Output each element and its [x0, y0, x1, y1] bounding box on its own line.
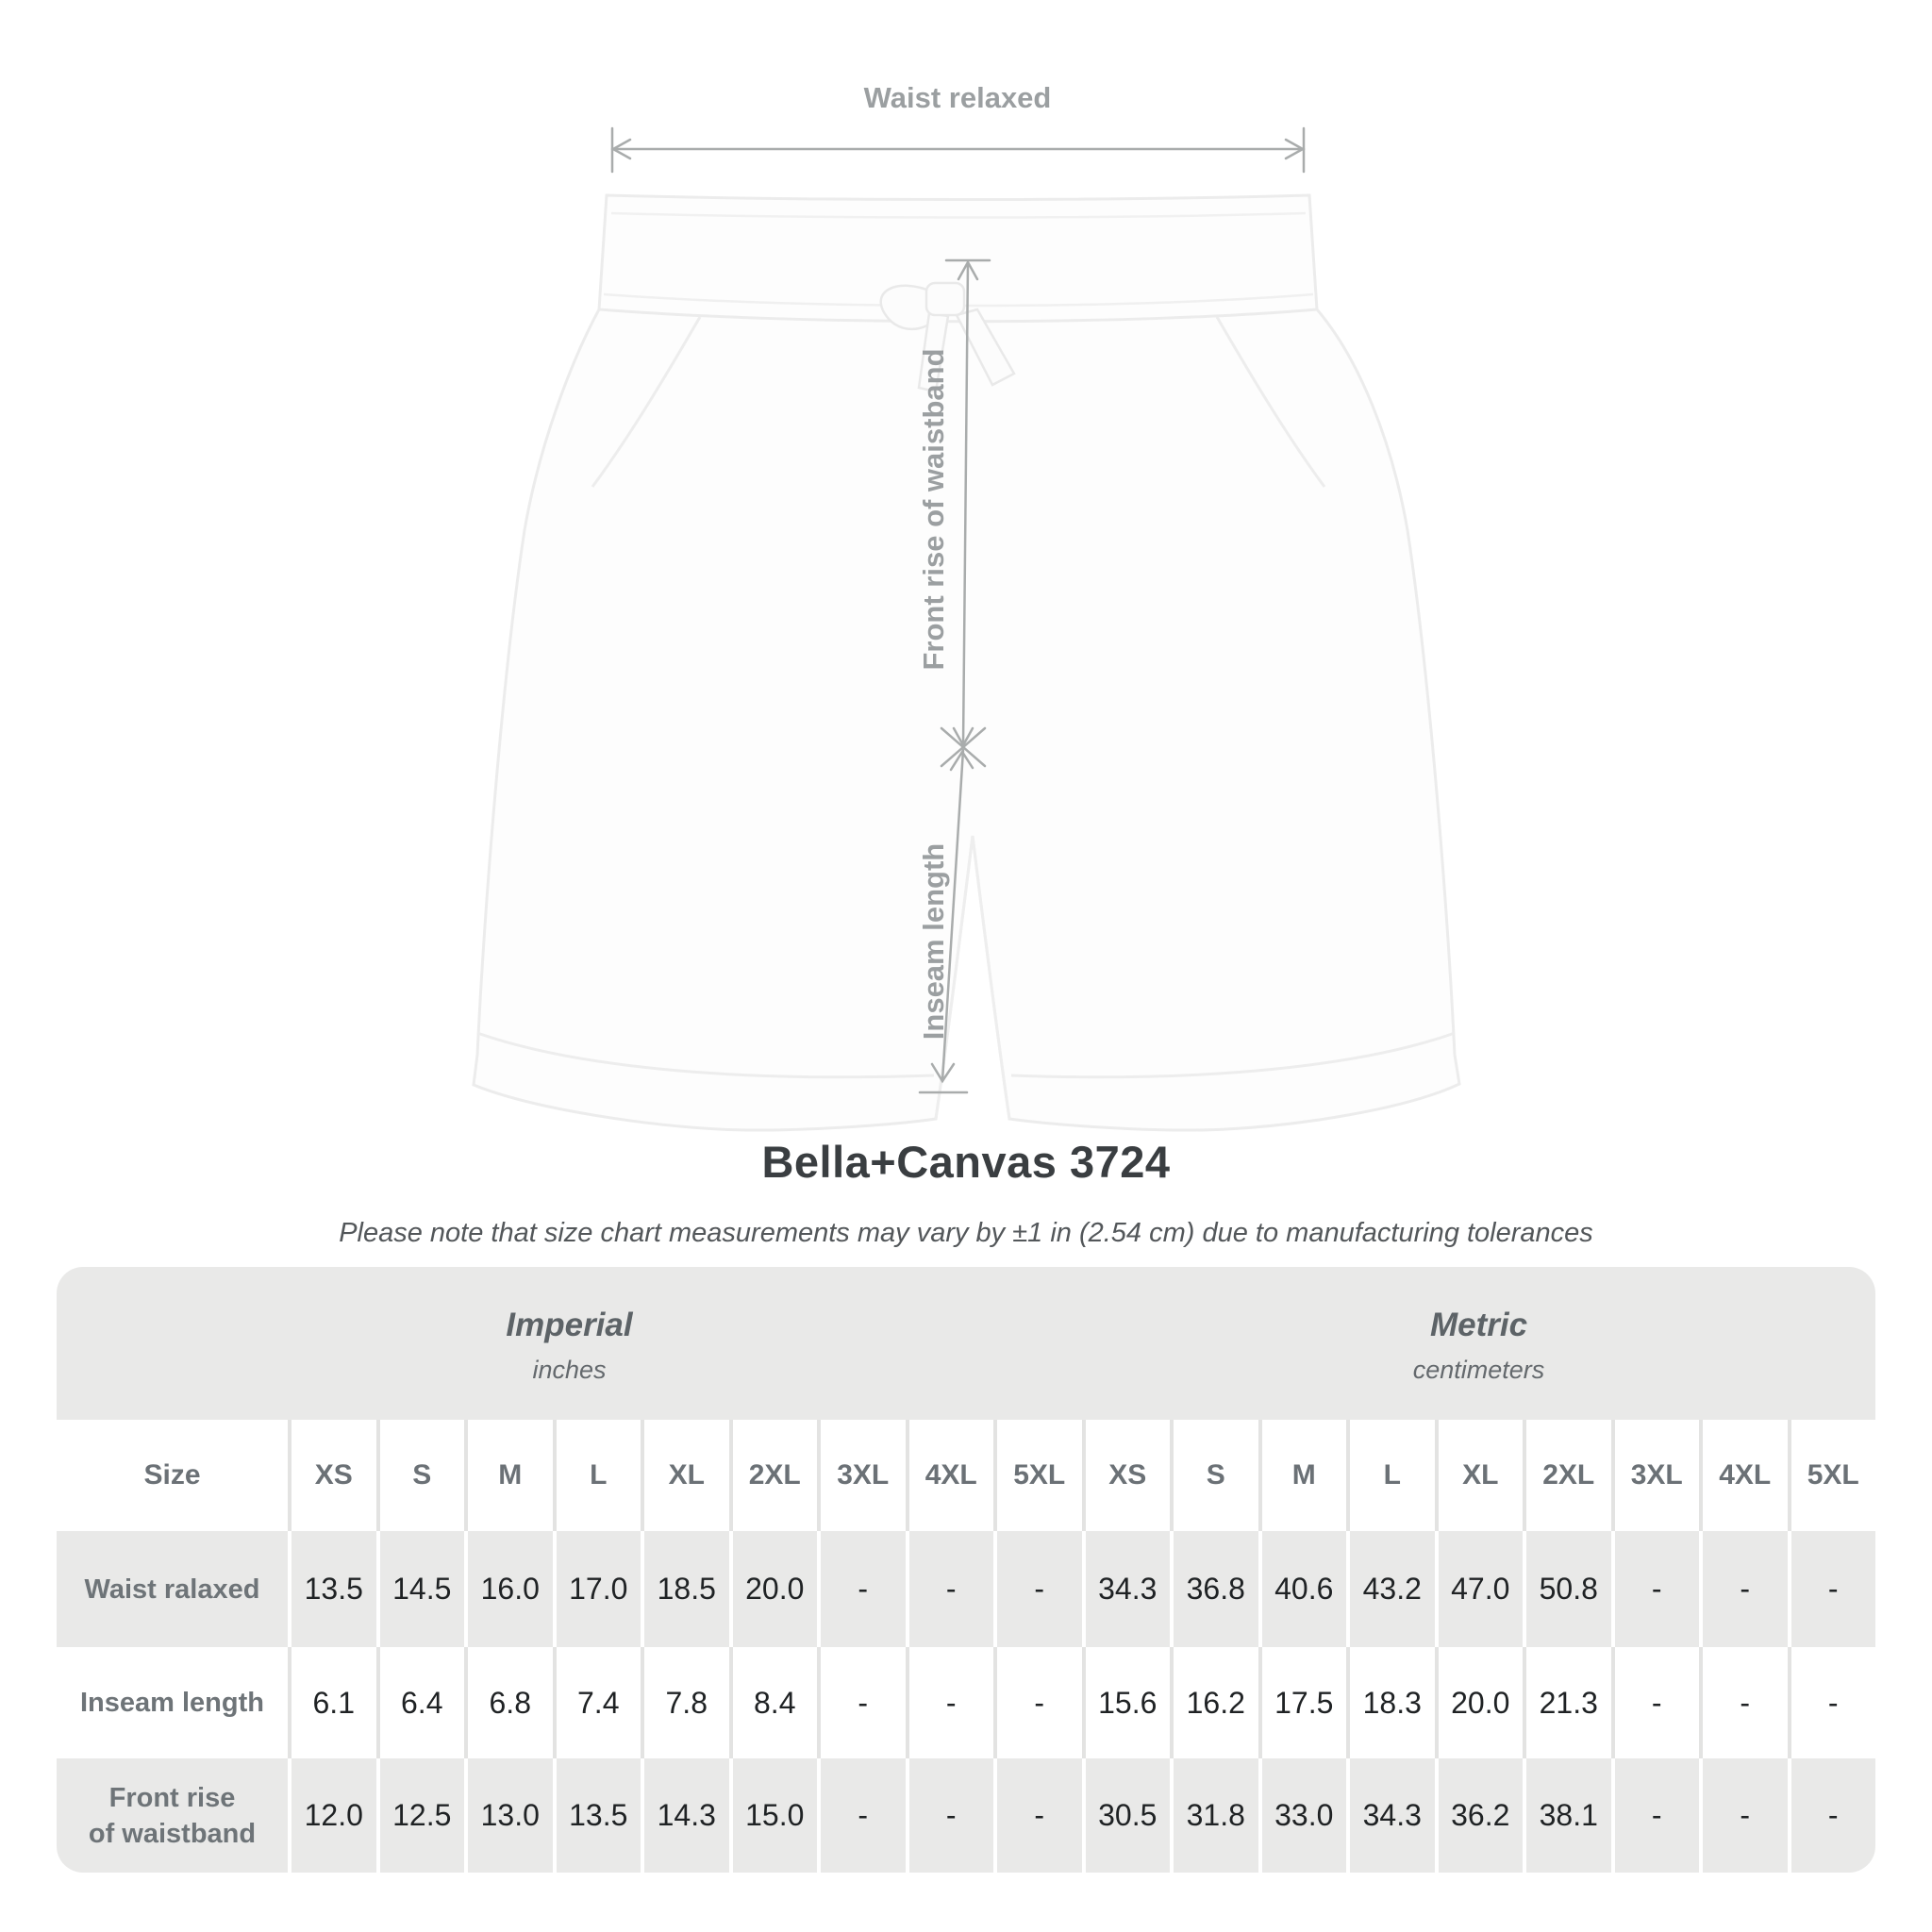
cell-value: 20.0	[1439, 1647, 1524, 1758]
cell-value: -	[1791, 1531, 1876, 1647]
cell-value: -	[821, 1758, 906, 1873]
cell-value: 13.5	[557, 1758, 641, 1873]
cell-value: -	[1615, 1531, 1700, 1647]
front-rise-measure-label: Front rise of waistband	[917, 348, 950, 671]
cell-value: 12.0	[291, 1758, 376, 1873]
size-header: 4XL	[1703, 1420, 1788, 1531]
cell-value: 36.8	[1174, 1531, 1258, 1647]
cell-value: 40.6	[1262, 1531, 1347, 1647]
cell-value: -	[1791, 1758, 1876, 1873]
cell-value: 6.4	[380, 1647, 465, 1758]
table-row-inseam	[57, 1647, 1875, 1758]
metric-title: Metric	[1429, 1306, 1528, 1343]
cell-value: -	[1703, 1758, 1788, 1873]
cell-value: 14.5	[380, 1531, 465, 1647]
cell-value: -	[821, 1531, 906, 1647]
waist-measure-label: Waist relaxed	[863, 81, 1052, 114]
size-header: L	[1350, 1420, 1435, 1531]
cell-value: 38.1	[1526, 1758, 1611, 1873]
cell-value: 43.2	[1350, 1531, 1435, 1647]
imperial-title: Imperial	[506, 1306, 633, 1343]
cell-value: 31.8	[1174, 1758, 1258, 1873]
size-header-row	[57, 1420, 1875, 1531]
cell-value: 34.3	[1086, 1531, 1171, 1647]
cell-value: 20.0	[733, 1531, 818, 1647]
cell-value: 21.3	[1526, 1647, 1611, 1758]
cell-value: 17.5	[1262, 1647, 1347, 1758]
cell-value: 12.5	[380, 1758, 465, 1873]
unit-header-band	[57, 1267, 1875, 1420]
cell-value: 13.0	[468, 1758, 553, 1873]
size-header: S	[1174, 1420, 1258, 1531]
inseam-measure-label: Inseam length	[917, 842, 950, 1041]
row-label-line: Front rise	[108, 1782, 236, 1813]
cell-value: 34.3	[1350, 1758, 1435, 1873]
cell-value: 14.3	[644, 1758, 729, 1873]
tolerance-note: Please note that size chart measurements may vary by ±1 in (2.54 cm) due to manufacturing tolerances	[339, 1218, 1593, 1248]
size-header: 3XL	[821, 1420, 906, 1531]
size-chart-table	[57, 1267, 1875, 1873]
cell-value: 36.2	[1439, 1758, 1524, 1873]
size-header: XL	[644, 1420, 729, 1531]
size-header: XS	[1086, 1420, 1171, 1531]
cell-value: 6.8	[468, 1647, 553, 1758]
size-header: M	[468, 1420, 553, 1531]
cell-value: 7.8	[644, 1647, 729, 1758]
cell-value: 15.0	[733, 1758, 818, 1873]
page-title: Bella+Canvas 3724	[761, 1137, 1171, 1187]
table-row-waist	[57, 1531, 1875, 1647]
cell-value: 47.0	[1439, 1531, 1524, 1647]
size-header: 2XL	[1526, 1420, 1611, 1531]
cell-value: 16.2	[1174, 1647, 1258, 1758]
cell-value: -	[1615, 1758, 1700, 1873]
cell-value: -	[997, 1647, 1082, 1758]
cell-value: 15.6	[1086, 1647, 1171, 1758]
row-label-line: of waistband	[88, 1818, 257, 1849]
size-header: S	[380, 1420, 465, 1531]
cell-value: -	[1703, 1647, 1788, 1758]
cell-value: -	[821, 1647, 906, 1758]
row-label	[57, 1758, 288, 1873]
size-header: 5XL	[1791, 1420, 1876, 1531]
cell-value: 7.4	[557, 1647, 641, 1758]
size-column-header: Size	[57, 1420, 288, 1531]
cell-value: -	[997, 1531, 1082, 1647]
size-header: M	[1262, 1420, 1347, 1531]
size-header: 3XL	[1615, 1420, 1700, 1531]
size-header: 2XL	[733, 1420, 818, 1531]
waist-measure-arrow	[612, 128, 1304, 172]
cell-value: 18.3	[1350, 1647, 1435, 1758]
size-header: L	[557, 1420, 641, 1531]
cell-value: 50.8	[1526, 1531, 1611, 1647]
row-label: Waist ralaxed	[57, 1531, 288, 1647]
imperial-unit: inches	[532, 1355, 607, 1384]
size-header: XL	[1439, 1420, 1524, 1531]
table-row-front-rise	[57, 1758, 1875, 1873]
cell-value: -	[909, 1758, 994, 1873]
cell-value: 13.5	[291, 1531, 376, 1647]
size-header: 5XL	[997, 1420, 1082, 1531]
imperial-header	[57, 1267, 1082, 1420]
cell-value: -	[997, 1758, 1082, 1873]
cell-value: 18.5	[644, 1531, 729, 1647]
cell-value: 17.0	[557, 1531, 641, 1647]
cell-value: -	[1703, 1531, 1788, 1647]
cell-value: -	[1615, 1647, 1700, 1758]
cell-value: -	[909, 1531, 994, 1647]
cell-value: 16.0	[468, 1531, 553, 1647]
cell-value: 33.0	[1262, 1758, 1347, 1873]
cell-value: 8.4	[733, 1647, 818, 1758]
size-header: 4XL	[909, 1420, 994, 1531]
row-label: Inseam length	[57, 1647, 288, 1758]
metric-header	[1082, 1267, 1875, 1420]
cell-value: 30.5	[1086, 1758, 1171, 1873]
cell-value: 6.1	[291, 1647, 376, 1758]
cell-value: -	[909, 1647, 994, 1758]
metric-unit: centimeters	[1412, 1355, 1545, 1384]
cell-value: -	[1791, 1647, 1876, 1758]
size-header: XS	[291, 1420, 376, 1531]
